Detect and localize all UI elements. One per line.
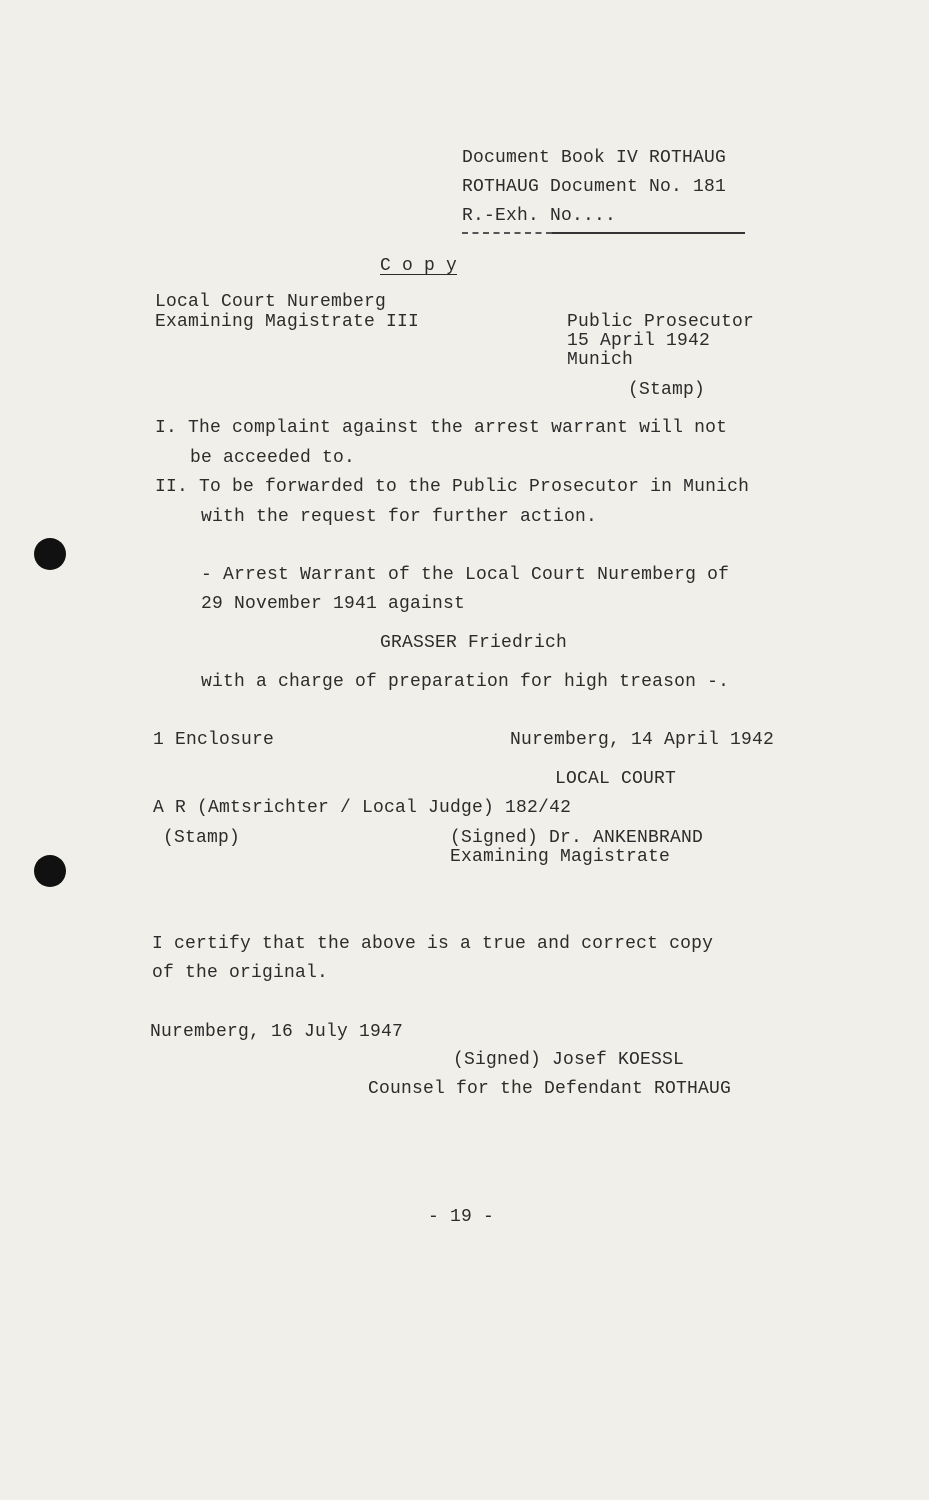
enclosure: 1 Enclosure (153, 730, 275, 750)
recipient-stamp: (Stamp) (628, 380, 706, 400)
item-i-line2: be acceeded to. (190, 448, 356, 468)
sender-magistrate: Examining Magistrate III (155, 312, 420, 332)
header-rule (552, 232, 745, 234)
punch-hole-top (34, 538, 66, 570)
warrant-line3: with a charge of preparation for high treason -. (201, 672, 730, 692)
header-document-book: Document Book IV ROTHAUG (462, 148, 727, 168)
header-exhibit-number: R.-Exh. No.... (462, 206, 617, 226)
closing-reference: A R (Amtsrichter / Local Judge) 182/42 (153, 798, 572, 818)
accused-name: GRASSER Friedrich (380, 633, 568, 653)
item-ii-line2: with the request for further action. (201, 507, 598, 527)
certification-place-date: Nuremberg, 16 July 1947 (150, 1022, 404, 1042)
page-number: - 19 - (428, 1207, 495, 1227)
header-rule-dashed (462, 232, 552, 234)
header-document-number: ROTHAUG Document No. 181 (462, 177, 727, 197)
closing-stamp: (Stamp) (163, 828, 241, 848)
warrant-line2: 29 November 1941 against (201, 594, 466, 614)
recipient-city: Munich (567, 350, 634, 370)
certification-counsel: Counsel for the Defendant ROTHAUG (368, 1079, 732, 1099)
closing-title: Examining Magistrate (450, 847, 671, 867)
copy-label: C o p y (380, 256, 458, 276)
recipient-title: Public Prosecutor (567, 312, 755, 332)
certification-signed: (Signed) Josef KOESSL (453, 1050, 685, 1070)
punch-hole-bottom (34, 855, 66, 887)
certification-line1: I certify that the above is a true and correct copy (152, 934, 714, 954)
item-ii-line1: II. To be forwarded to the Public Prosecutor in Munich (155, 477, 750, 497)
sender-court: Local Court Nuremberg (155, 292, 387, 312)
item-i-line1: I. The complaint against the arrest warrant will not (155, 418, 728, 438)
closing-place-date: Nuremberg, 14 April 1942 (510, 730, 775, 750)
closing-court: LOCAL COURT (555, 769, 677, 789)
warrant-line1: - Arrest Warrant of the Local Court Nuremberg of (201, 565, 730, 585)
closing-signed: (Signed) Dr. ANKENBRAND (450, 828, 704, 848)
recipient-date: 15 April 1942 (567, 331, 711, 351)
certification-line2: of the original. (152, 963, 329, 983)
